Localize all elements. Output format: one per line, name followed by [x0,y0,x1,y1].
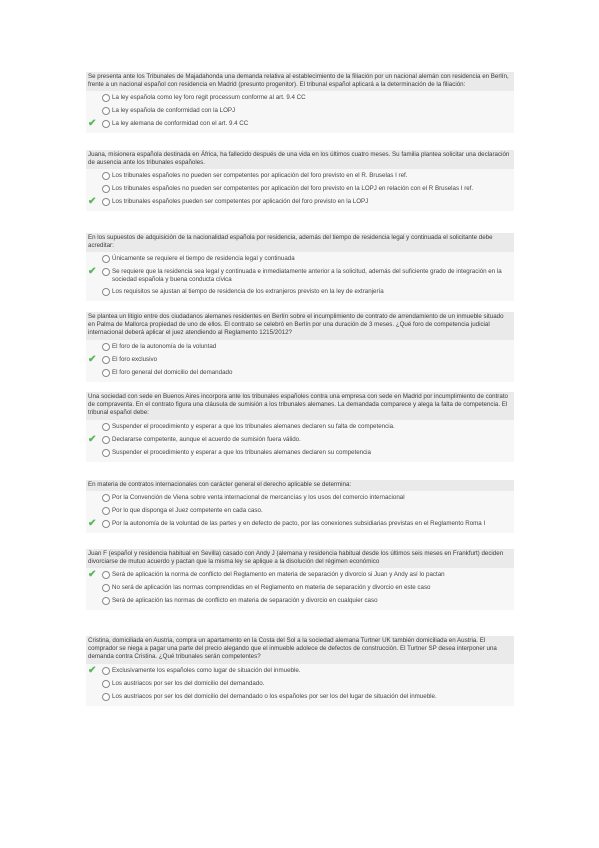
radio-button[interactable] [102,584,110,592]
answer-option[interactable] [86,105,514,118]
question-text: Se plantea un litigio entre dos ciudadanos alemanes residentes en Berlín sobre el incumplimiento de contrato de arrendamiento de un inmueble situado en Palma de Mallorca propiedad de uno de ellos. El contrato se celebró en Berlín por una duración de 3 meses. ¿Qué foro de competencia judicial internacional deberá aplicar el juez atendiendo al Reglamento 1215/2012? [86,312,514,340]
radio-button[interactable] [102,255,110,263]
option-label: Los requisitos se ajustan al tiempo de residencia de los extranjeros previsto en la ley de extranjería [112,288,384,296]
question-block [86,72,514,133]
answer-option[interactable] [86,518,514,531]
radio-button[interactable] [102,520,110,528]
answer-option[interactable] [86,183,514,196]
answer-option[interactable] [86,595,514,608]
answer-option[interactable] [86,367,514,380]
radio-button[interactable] [102,436,110,444]
option-label: El foro general del domicilio del demandado [112,368,233,376]
option-label: Será de aplicación las normas de conflicto en materia de separación y divorcio en cualquier caso [112,597,378,605]
option-label: Exclusivamente los españoles como lugar de situación del inmueble. [112,666,301,674]
options-list [86,252,514,301]
radio-button[interactable] [102,680,110,688]
option-label: Se requiere que la residencia sea legal y continuada e inmediatamente anterior a la solicitud, además del suficiente grado de integración en la sociedad española y buena conducta cívica [112,268,502,284]
option-label: El foro de la autonomía de la voluntad [112,342,217,350]
check-icon: ✔ [88,664,97,676]
answer-option[interactable] [86,434,514,447]
question-text: En los supuestos de adquisición de la nacionalidad española por residencia, además del tiempo de residencia legal y continuada el solicitante debe acreditar: [86,233,514,252]
question-block [86,392,514,462]
radio-button[interactable] [102,94,110,102]
option-label: Por la Convención de Viena sobre venta internacional de mercancías y los usos del comercio internacional [112,494,405,502]
radio-button[interactable] [102,198,110,206]
question-text: Cristina, domiciliada en Austria, compra un apartamento en la Costa del Sol a la sociedad alemana Turtner UK también domiciliada en Austria. El comprador se niega a pagar una parte del precio alegando que el inmueble adolece de defectos de construcción. El Turtner SP desea interponer una demanda contra Cristina. ¿Qué tribunales serán competentes? [86,636,514,664]
option-label: Suspender el procedimiento y esperar a que los tribunales alemanes declaren su falta de competencia. [112,422,395,430]
check-icon: ✔ [88,433,97,445]
check-icon: ✔ [88,518,97,530]
radio-button[interactable] [102,667,110,675]
options-list [86,491,514,533]
option-label: Los austriacos por ser los del domicilio del demandado. [112,679,265,687]
option-label: La ley española como ley foro regit processum conforme al art. 9.4 CC [112,94,306,102]
option-label: Los austriacos por ser los del domicilio del demandado o los españoles por ser los del lugar de situación del inmueble. [112,692,437,700]
radio-button[interactable] [102,369,110,377]
options-list [86,340,514,382]
check-icon: ✔ [88,196,97,208]
option-label: Será de aplicación la norma de conflicto del Reglamento en materia de separación y divorcio si Juan y Andy así lo pactan [112,571,445,579]
option-label: Declararse competente, aunque el acuerdo de sumisión fuera válido. [112,435,301,443]
check-icon: ✔ [88,266,97,278]
radio-button[interactable] [102,343,110,351]
question-text: Juana, misionera española destinada en África, ha fallecido después de una vida en los últimos cuatro meses. Su familia plantea solicitar una declaración de ausencia ante los tribunales españoles. [86,150,514,169]
option-label: El foro exclusivo [112,355,158,363]
options-list [86,420,514,462]
question-block [86,150,514,211]
answer-option[interactable] [86,354,514,367]
radio-button[interactable] [102,423,110,431]
radio-button[interactable] [102,571,110,579]
question-block [86,233,514,301]
answer-option[interactable] [86,253,514,266]
radio-button[interactable] [102,693,110,701]
answer-option[interactable] [86,665,514,678]
question-block [86,312,514,382]
radio-button[interactable] [102,107,110,115]
option-label: Suspender el procedimiento y esperar a que los tribunales alemanes declaren su competencia [112,448,371,456]
check-icon: ✔ [88,569,97,581]
options-list [86,568,514,610]
answer-option[interactable] [86,92,514,105]
answer-option[interactable] [86,505,514,518]
radio-button[interactable] [102,120,110,128]
answer-option[interactable] [86,286,514,299]
question-block [86,549,514,610]
check-icon: ✔ [88,353,97,365]
radio-button[interactable] [102,449,110,457]
answer-option[interactable] [86,569,514,582]
answer-option[interactable] [86,421,514,434]
option-label: Los tribunales españoles no pueden ser competentes por aplicación del foro previsto en el R. Bruselas I ref. [112,172,408,180]
answer-option[interactable] [86,118,514,131]
question-text: Una sociedad con sede en Buenos Aires incorpora ante los tribunales españoles contra una empresa con sede en Madrid por incumplimiento de contrato de compraventa. En el contrato figura una cláusula de sumisión a los tribunales alemanes. La demandada comparece y alega la falta de competencia. El tribunal español debe: [86,392,514,420]
radio-button[interactable] [102,172,110,180]
answer-option[interactable] [86,266,514,286]
answer-option[interactable] [86,492,514,505]
check-icon: ✔ [88,118,97,130]
radio-button[interactable] [102,288,110,296]
radio-button[interactable] [102,268,110,276]
option-label: Los tribunales españoles no pueden ser competentes por aplicación del foro previsto en la LOPJ en relación con el R Bruselas I ref. [112,185,474,193]
question-text: Juan F (español y residencia habitual en Sevilla) casado con Andy J (alemana y residencia habitual desde los últimos seis meses en Frankfurt) deciden divorciarse de mutuo acuerdo y pactan que la misma ley se aplique a la disolución del régimen económico [86,549,514,568]
question-block [86,636,514,706]
option-label: Por lo que disponga el Juez competente en cada caso. [112,507,263,515]
question-block [86,480,514,533]
answer-option[interactable] [86,170,514,183]
question-text: En materia de contratos internacionales con carácter general el derecho aplicable se determina: [86,480,514,491]
answer-option[interactable] [86,582,514,595]
option-label: La ley alemana de conformidad con el art. 9.4 CC [112,120,249,128]
option-label: Por la autonomía de la voluntad de las partes y en defecto de pacto, por las conexiones subsidiarias previstas en el Reglamento Roma I [112,520,486,528]
radio-button[interactable] [102,494,110,502]
option-label: No será de aplicación las normas comprendidas en el Reglamento en materia de separación y divorcio en este caso [112,584,431,592]
radio-button[interactable] [102,356,110,364]
answer-option[interactable] [86,691,514,704]
answer-option[interactable] [86,678,514,691]
options-list [86,664,514,706]
options-list [86,91,514,133]
radio-button[interactable] [102,185,110,193]
option-label: Los tribunales españoles pueden ser competentes por aplicación del foro previsto en la LOPJ [112,198,369,206]
radio-button[interactable] [102,507,110,515]
option-label: Únicamente se requiere el tiempo de residencia legal y continuada [112,255,295,263]
answer-option[interactable] [86,447,514,460]
answer-option[interactable] [86,196,514,209]
options-list [86,169,514,211]
answer-option[interactable] [86,341,514,354]
question-text: Se presenta ante los Tribunales de Majadahonda una demanda relativa al establecimiento de la filiación por un nacional alemán con residencia en Berlín, frente a un nacional español con residencia en Madrid (presunto progenitor). El tribunal español aplicará a la determinación de la filiación: [86,72,514,91]
option-label: La ley española de conformidad con la LOPJ [112,107,236,115]
radio-button[interactable] [102,597,110,605]
